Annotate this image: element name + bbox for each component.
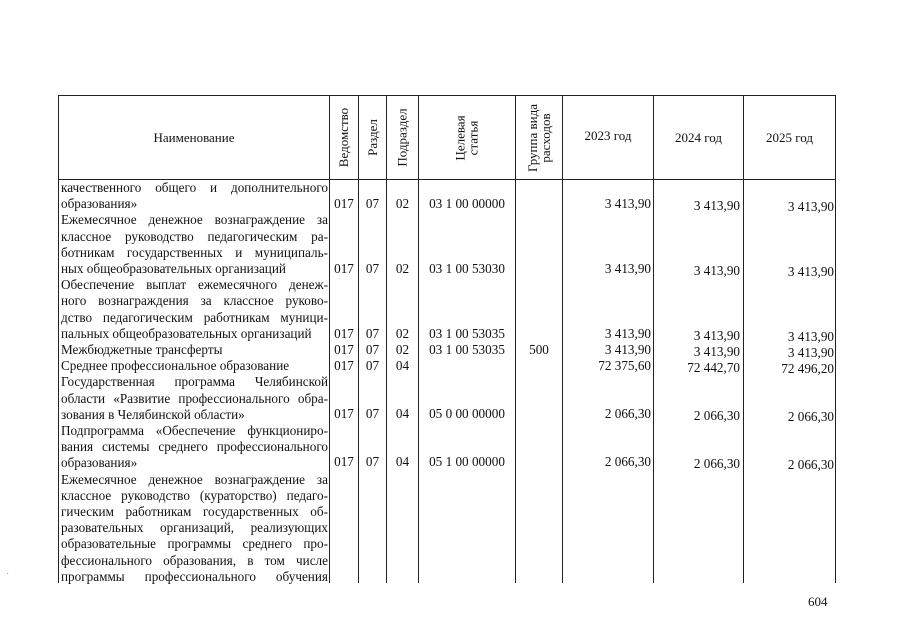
name-line: Межбюджетные трансферты: [61, 342, 223, 358]
cell-2025: 3 413,90: [787, 329, 834, 344]
name-line: ботникам государственных и муниципаль-: [61, 244, 328, 260]
name-line: образовательные программы среднего про-: [61, 536, 328, 552]
name-line: Подпрограмма «Обеспечение функциониро-: [61, 423, 328, 439]
cell-podrazdel: 02: [395, 261, 410, 276]
cell-vedomstvo: 017: [334, 326, 354, 341]
name-line: качественного общего и дополнительного: [61, 180, 328, 195]
cell-vedomstvo: 017: [334, 261, 354, 276]
header-name: Наименование: [153, 129, 235, 145]
name-line: классное руководство (кураторство) педаго-: [61, 487, 328, 503]
name-line: фессионального образования, в том числе: [61, 552, 328, 568]
cell-2025: 72 496,20: [781, 361, 834, 376]
name-line: ных общеобразовательных организаций: [61, 261, 286, 277]
cell-razdel: 07: [365, 406, 380, 421]
cell-razdel: 07: [365, 342, 380, 357]
cell-2025: 2 066,30: [787, 457, 834, 472]
cell-podrazdel: 02: [395, 326, 410, 341]
cell-podrazdel: 04: [395, 358, 410, 373]
name-line: разовательных организаций, реализующих: [61, 520, 328, 536]
name-line: области «Развитие профессионального обра-: [61, 390, 328, 406]
header-gruppa-vida-rashodov: Группа вида расходов: [525, 103, 554, 172]
name-line: классное руководство педагогическим ра-: [61, 228, 328, 244]
cell-podrazdel: 02: [395, 342, 410, 357]
cell-2023: 72 375,60: [598, 358, 651, 373]
cell-2024: 2 066,30: [693, 408, 740, 423]
col-border: [835, 95, 836, 583]
cell-razdel: 07: [365, 261, 380, 276]
cell-2023: 3 413,90: [604, 342, 651, 357]
name-line: гическим работникам государственных об-: [61, 504, 328, 520]
cell-celevaya-statya: 03 1 00 00000: [429, 196, 505, 211]
name-line: Ежемесячное денежное вознаграждение за: [61, 212, 328, 228]
cell-2023: 3 413,90: [604, 196, 651, 211]
cell-2023: 3 413,90: [604, 261, 651, 276]
cell-celevaya-statya: 03 1 00 53035: [429, 326, 505, 341]
name-line: образования»: [61, 196, 138, 212]
name-line: дство педагогическим работникам муници-: [61, 309, 328, 325]
header-vedomstvo: Ведомство: [336, 107, 352, 168]
name-line: программы профессионального обучения: [61, 568, 328, 584]
cell-razdel: 07: [365, 196, 380, 211]
cell-2024: 72 442,70: [687, 360, 740, 375]
page-number: 604: [808, 594, 828, 609]
cell-vedomstvo: 017: [334, 196, 354, 211]
name-column-text: [61, 180, 328, 585]
header-razdel: Раздел: [365, 119, 380, 156]
cell-2025: 3 413,90: [787, 345, 834, 360]
header-2024: 2024 год: [675, 129, 722, 145]
header-2025: 2025 год: [766, 129, 813, 145]
cell-vedomstvo: 017: [334, 406, 354, 421]
cell-2024: 3 413,90: [693, 263, 740, 278]
cell-gruppa-vida: 500: [529, 342, 549, 357]
header-celevaya-statya: Целевая статья: [452, 114, 481, 161]
cell-celevaya-statya: 05 0 00 00000: [429, 406, 505, 421]
cell-vedomstvo: 017: [334, 454, 354, 469]
cell-2025: 2 066,30: [787, 409, 834, 424]
scan-mark: ·: [6, 569, 10, 580]
name-line: Обеспечение выплат ежемесячного денеж-: [61, 277, 328, 293]
cell-razdel: 07: [365, 358, 380, 373]
cell-podrazdel: 04: [395, 454, 410, 469]
cell-2023: 2 066,30: [604, 454, 651, 469]
cell-podrazdel: 02: [395, 196, 410, 211]
name-line: ного вознаграждения за классное руково-: [61, 293, 328, 309]
cell-podrazdel: 04: [395, 406, 410, 421]
cell-celevaya-statya: 03 1 00 53030: [429, 261, 505, 276]
name-line: пальных общеобразовательных организаций: [61, 325, 312, 341]
cell-2024: 2 066,30: [693, 456, 740, 471]
name-line: зования в Челябинской области»: [61, 406, 245, 422]
header-podrazdel: Подраздел: [395, 108, 411, 167]
name-line: вания системы среднего профессионального: [61, 439, 328, 455]
cell-razdel: 07: [365, 326, 380, 341]
cell-2023: 2 066,30: [604, 406, 651, 421]
cell-vedomstvo: 017: [334, 342, 354, 357]
cell-2024: 3 413,90: [693, 198, 740, 213]
name-line: Среднее профессиональное образование: [61, 358, 290, 374]
cell-celevaya-statya: 05 1 00 00000: [429, 454, 505, 469]
cell-2025: 3 413,90: [787, 199, 834, 214]
cell-2025: 3 413,90: [787, 264, 834, 279]
cell-2024: 3 413,90: [693, 344, 740, 359]
cell-celevaya-statya: 03 1 00 53035: [429, 342, 505, 357]
cell-razdel: 07: [365, 454, 380, 469]
name-line: Государственная программа Челябинской: [61, 374, 328, 390]
cell-2023: 3 413,90: [604, 326, 651, 341]
cell-2024: 3 413,90: [693, 328, 740, 343]
name-line: образования»: [61, 455, 138, 471]
header-2023: 2023 год: [584, 128, 632, 143]
cell-vedomstvo: 017: [334, 358, 354, 373]
name-line: Ежемесячное денежное вознаграждение за: [61, 471, 328, 487]
